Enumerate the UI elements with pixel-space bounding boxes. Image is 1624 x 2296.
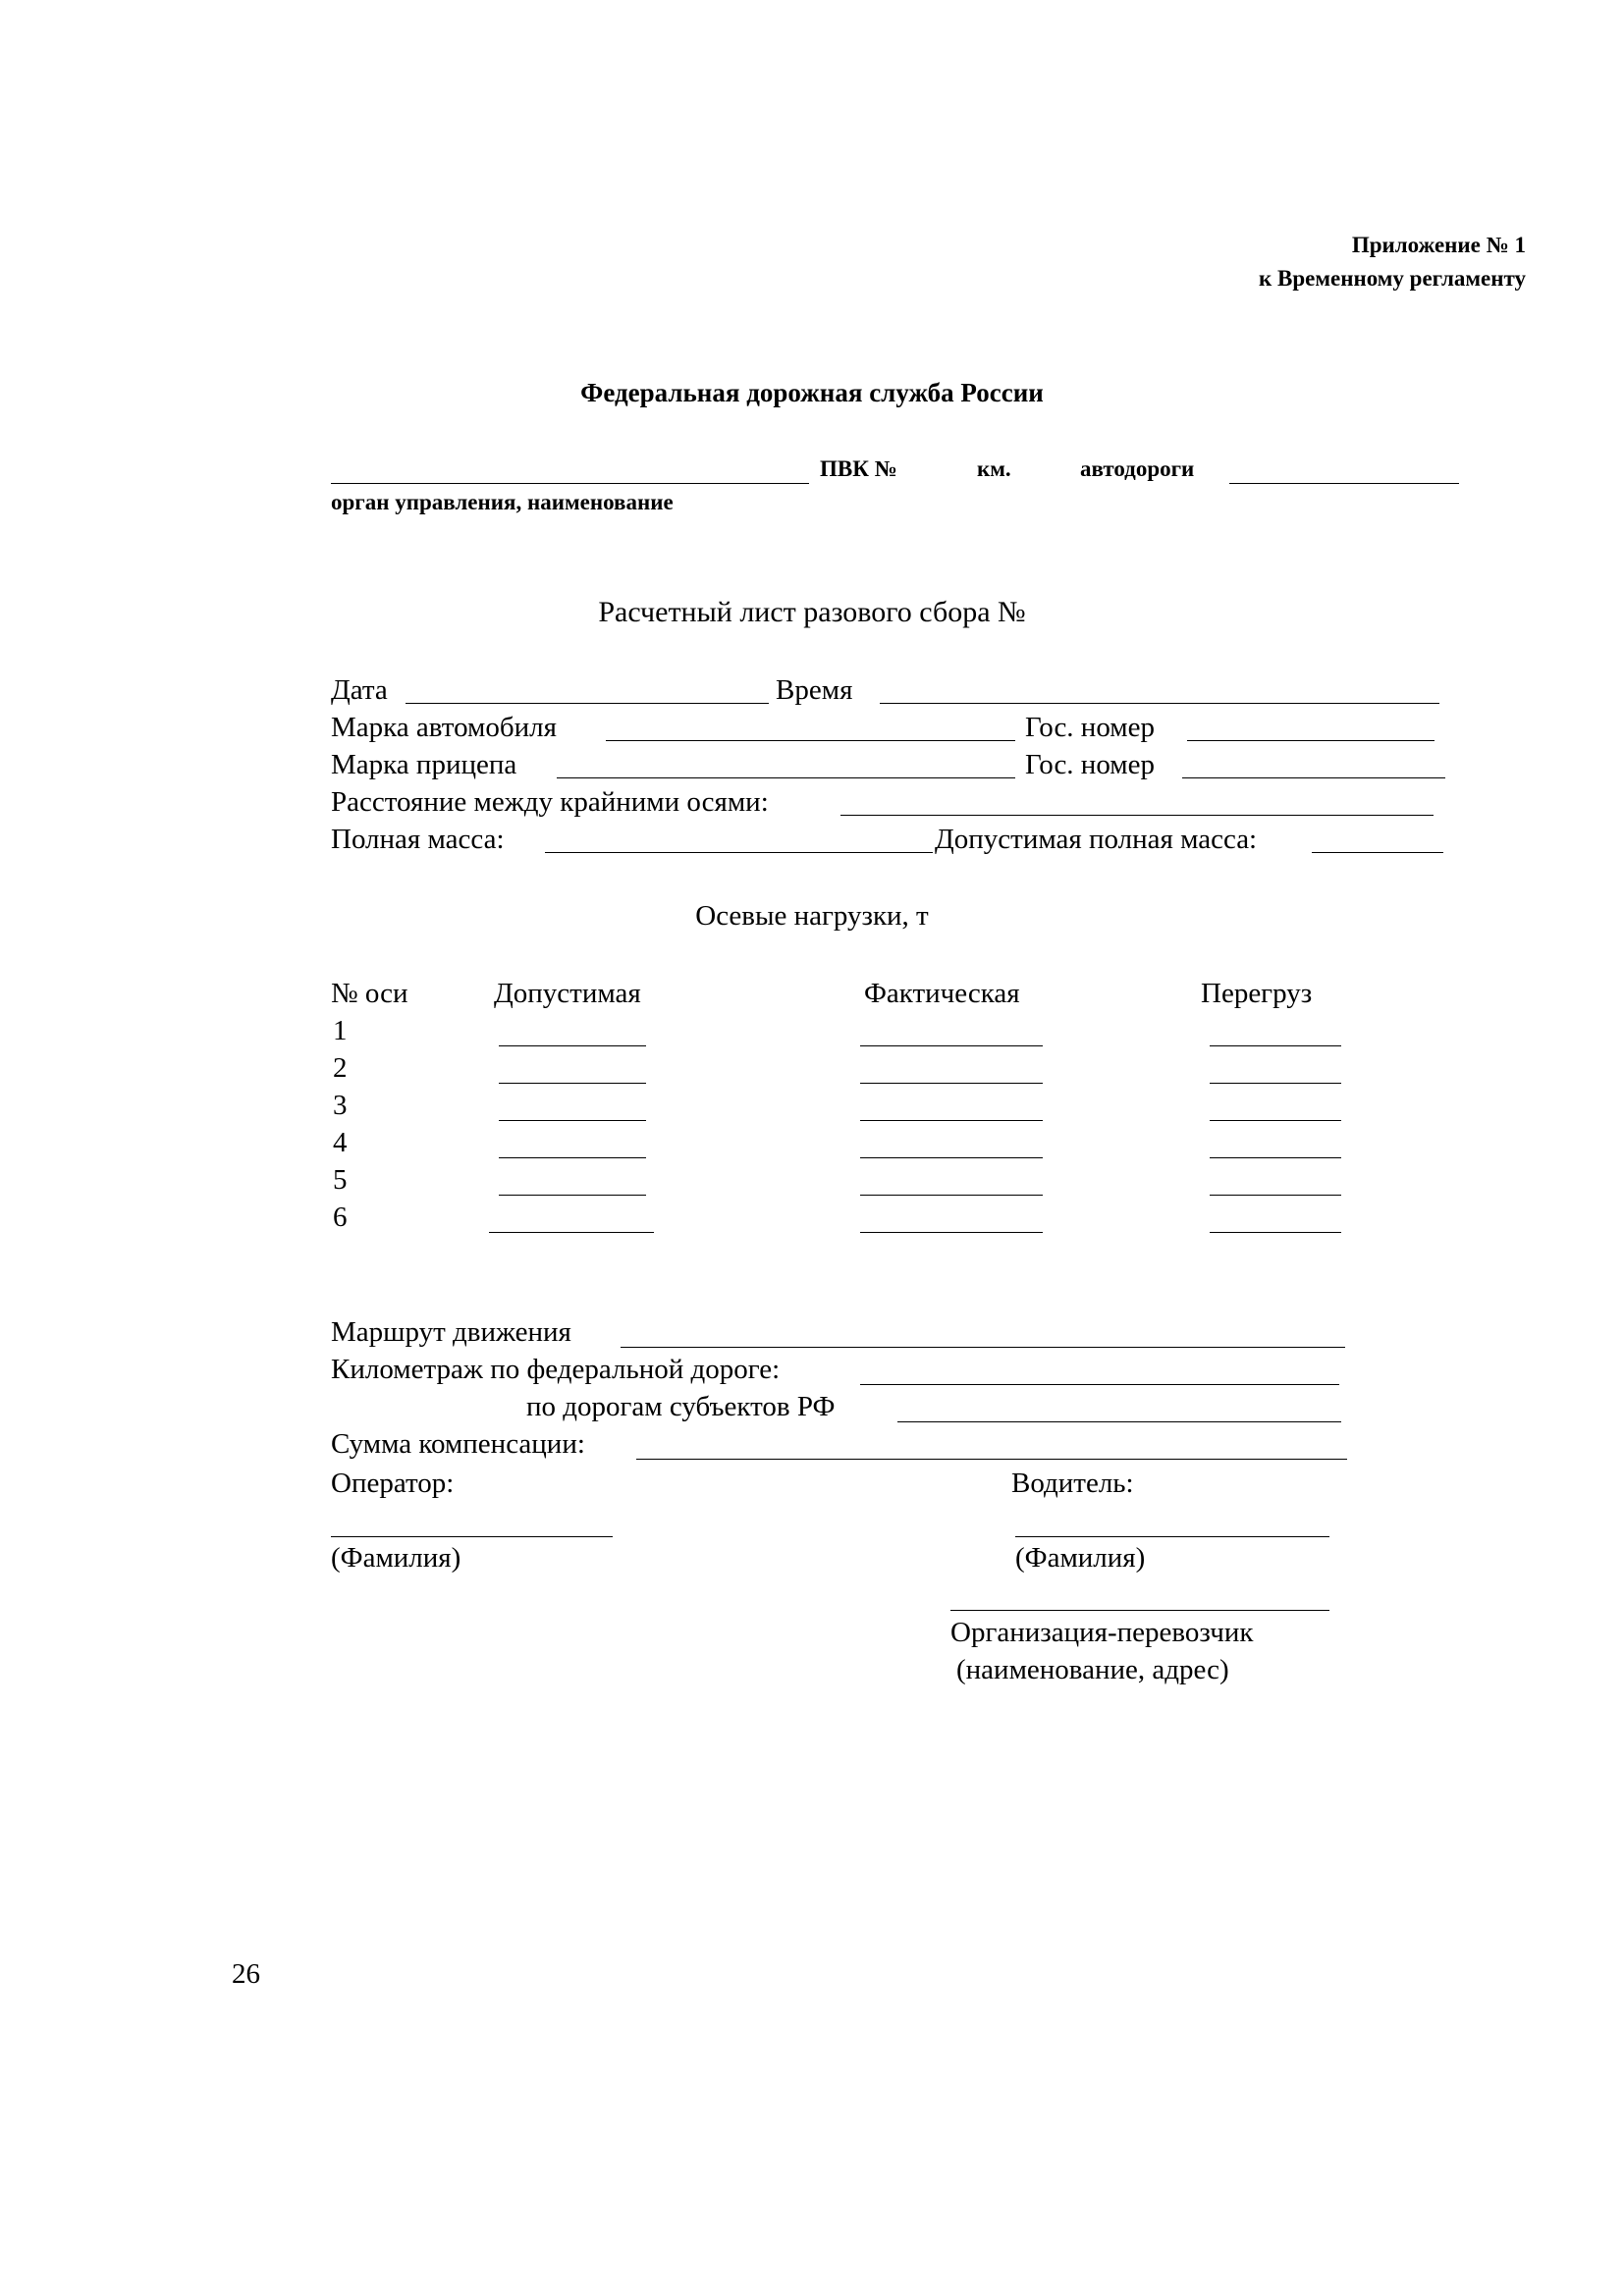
page-number: 26 — [232, 1958, 260, 1990]
regional-km-blank-line — [897, 1421, 1341, 1422]
road-label: автодороги — [1080, 456, 1195, 481]
agency-title: Федеральная дорожная служба России — [580, 378, 1044, 407]
axle-allowed-blank — [489, 1232, 654, 1233]
axle-allowed-blank — [499, 1045, 646, 1046]
axle-row-number: 6 — [333, 1201, 348, 1233]
axle-distance-label: Расстояние между крайними осями: — [331, 786, 769, 818]
vehicle-make-blank-line — [606, 740, 1015, 741]
axle-row-number: 3 — [333, 1090, 348, 1121]
axle-actual-blank — [860, 1120, 1043, 1121]
carrier-details-caption: (наименование, адрес) — [956, 1654, 1229, 1685]
route-blank-line — [621, 1347, 1345, 1348]
axle-row-number: 2 — [333, 1052, 348, 1084]
axle-overload-blank — [1210, 1195, 1341, 1196]
date-label: Дата — [331, 674, 388, 706]
axle-allowed-blank — [499, 1157, 646, 1158]
axle-header-allowed: Допустимая — [494, 978, 641, 1009]
axle-row-number: 5 — [333, 1164, 348, 1196]
axle-allowed-blank — [499, 1083, 646, 1084]
vehicle-make-label: Марка автомобиля — [331, 712, 557, 743]
organ-caption: орган управления, наименование — [331, 490, 674, 514]
compensation-label: Сумма компенсации: — [331, 1428, 585, 1460]
axle-header-overload: Перегруз — [1201, 978, 1313, 1009]
allowed-gross-mass-blank-line — [1312, 852, 1443, 853]
appendix-line-2: к Временному регламенту — [1258, 266, 1526, 291]
time-blank-line — [880, 703, 1439, 704]
reg-number-2-label: Гос. номер — [1025, 749, 1156, 780]
axle-allowed-blank — [499, 1120, 646, 1121]
road-blank-line — [1229, 483, 1459, 484]
organ-blank-line — [331, 483, 809, 484]
allowed-gross-mass-label: Допустимая полная масса: — [935, 824, 1258, 855]
km-label: км. — [977, 456, 1011, 481]
appendix-line-1: Приложение № 1 — [1351, 233, 1526, 257]
driver-surname-caption: (Фамилия) — [1015, 1542, 1146, 1574]
federal-km-blank-line — [860, 1384, 1339, 1385]
axle-actual-blank — [860, 1157, 1043, 1158]
regional-km-label: по дорогам субъектов РФ — [526, 1391, 836, 1422]
sheet-title: Расчетный лист разового сбора № — [598, 596, 1026, 628]
axle-overload-blank — [1210, 1232, 1341, 1233]
axle-actual-blank — [860, 1045, 1043, 1046]
gross-mass-label: Полная масса: — [331, 824, 505, 855]
axle-row-number: 1 — [333, 1015, 348, 1046]
axle-section-title: Осевые нагрузки, т — [695, 900, 929, 932]
driver-signature-line — [1015, 1536, 1329, 1537]
axle-overload-blank — [1210, 1083, 1341, 1084]
compensation-blank-line — [636, 1459, 1347, 1460]
gross-mass-blank-line — [545, 852, 933, 853]
trailer-make-blank-line — [557, 777, 1015, 778]
axle-distance-blank-line — [840, 815, 1434, 816]
axle-actual-blank — [860, 1232, 1043, 1233]
axle-actual-blank — [860, 1083, 1043, 1084]
carrier-label: Организация-перевозчик — [950, 1617, 1254, 1648]
date-blank-line — [406, 703, 769, 704]
axle-header-actual: Фактическая — [864, 978, 1020, 1009]
reg-number-blank-line — [1187, 740, 1435, 741]
axle-allowed-blank — [499, 1195, 646, 1196]
reg-number-label: Гос. номер — [1025, 712, 1156, 743]
time-label: Время — [776, 674, 853, 706]
federal-km-label: Километраж по федеральной дороге: — [331, 1354, 781, 1385]
operator-signature-line — [331, 1536, 613, 1537]
axle-header-number: № оси — [331, 978, 408, 1009]
reg-number-2-blank-line — [1182, 777, 1445, 778]
route-label: Маршрут движения — [331, 1316, 571, 1348]
pvk-label: ПВК № — [820, 456, 897, 481]
axle-overload-blank — [1210, 1120, 1341, 1121]
axle-overload-blank — [1210, 1157, 1341, 1158]
operator-surname-caption: (Фамилия) — [331, 1542, 461, 1574]
driver-label: Водитель: — [1011, 1468, 1134, 1499]
axle-actual-blank — [860, 1195, 1043, 1196]
trailer-make-label: Марка прицепа — [331, 749, 517, 780]
axle-row-number: 4 — [333, 1127, 348, 1158]
axle-overload-blank — [1210, 1045, 1341, 1046]
carrier-signature-line — [950, 1610, 1329, 1611]
operator-label: Оператор: — [331, 1468, 455, 1499]
